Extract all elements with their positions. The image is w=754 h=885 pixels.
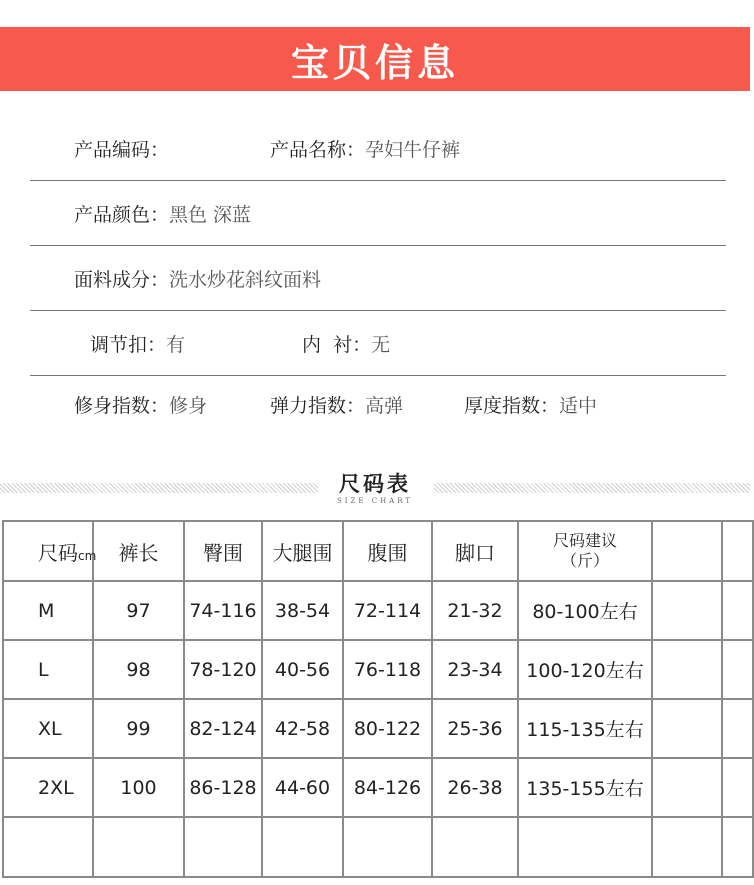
cell-size: L bbox=[3, 640, 93, 699]
cell-length: 97 bbox=[93, 581, 184, 640]
cell-recommendation: 115-135左右 bbox=[518, 699, 652, 758]
cell-waist: 80-122 bbox=[343, 699, 432, 758]
cell-empty bbox=[652, 581, 722, 640]
cell-empty bbox=[722, 699, 753, 758]
thickness-label: 厚度指数： bbox=[464, 395, 560, 417]
product-name-value: 孕妇牛仔裤 bbox=[365, 139, 461, 161]
header-thigh: 大腿围 bbox=[262, 521, 343, 581]
fit-value: 修身 bbox=[169, 395, 208, 417]
cell-length: 98 bbox=[93, 640, 184, 699]
info-item-thickness bbox=[464, 372, 597, 437]
cell-thigh: 40-56 bbox=[262, 640, 343, 699]
size-row bbox=[3, 758, 753, 817]
cell-recommendation: 135-155左右 bbox=[518, 758, 652, 817]
cell-empty bbox=[518, 817, 652, 877]
size-chart-title: 尺码表 bbox=[339, 472, 411, 496]
size-chart-subtitle: SIZE CHART bbox=[336, 497, 414, 505]
size-row bbox=[3, 640, 753, 699]
cell-empty bbox=[343, 817, 432, 877]
size-row bbox=[3, 699, 753, 758]
cell-empty bbox=[262, 817, 343, 877]
info-row-buckle-lining bbox=[30, 311, 726, 376]
cell-empty bbox=[722, 640, 753, 699]
cell-empty bbox=[652, 758, 722, 817]
cell-empty bbox=[652, 817, 722, 877]
cell-size: M bbox=[3, 581, 93, 640]
header-waist: 腹围 bbox=[343, 521, 432, 581]
header-empty bbox=[722, 521, 753, 581]
size-chart-header bbox=[0, 468, 750, 508]
thickness-value: 适中 bbox=[559, 395, 598, 417]
info-row-fabric bbox=[30, 246, 726, 311]
cell-thigh: 42-58 bbox=[262, 699, 343, 758]
cell-recommendation: 100-120左右 bbox=[518, 640, 652, 699]
info-item-color bbox=[74, 181, 251, 246]
lining-label: 内 衬： bbox=[302, 334, 372, 356]
header-length: 裤长 bbox=[93, 521, 184, 581]
info-item-code bbox=[74, 116, 169, 181]
lining-value: 无 bbox=[371, 334, 391, 356]
fit-label: 修身指数： bbox=[74, 395, 170, 417]
cell-empty bbox=[652, 699, 722, 758]
info-item-fit bbox=[74, 372, 207, 437]
cell-hip: 78-120 bbox=[184, 640, 262, 699]
cell-hem: 21-32 bbox=[432, 581, 518, 640]
header-size: 尺码cm bbox=[3, 521, 93, 581]
cell-hem: 26-38 bbox=[432, 758, 518, 817]
cell-size: XL bbox=[3, 699, 93, 758]
info-row-indices bbox=[30, 372, 726, 437]
cell-empty bbox=[432, 817, 518, 877]
cell-hip: 82-124 bbox=[184, 699, 262, 758]
cell-size: 2XL bbox=[3, 758, 93, 817]
info-item-stretch bbox=[270, 372, 403, 437]
fabric-value: 洗水炒花斜纹面料 bbox=[169, 269, 322, 291]
cell-length: 100 bbox=[93, 758, 184, 817]
cell-empty bbox=[722, 581, 753, 640]
cell-hip: 86-128 bbox=[184, 758, 262, 817]
buckle-value: 有 bbox=[166, 334, 186, 356]
banner-title: 宝贝信息 bbox=[290, 40, 459, 85]
cell-thigh: 38-54 bbox=[262, 581, 343, 640]
cell-empty bbox=[3, 817, 93, 877]
buckle-label: 调节扣： bbox=[90, 334, 167, 356]
cell-empty bbox=[722, 817, 753, 877]
size-row-empty bbox=[3, 817, 753, 877]
cell-empty bbox=[184, 817, 262, 877]
info-item-name bbox=[270, 116, 460, 181]
cell-hem: 25-36 bbox=[432, 699, 518, 758]
cell-empty bbox=[722, 758, 753, 817]
header-hip: 臀围 bbox=[184, 521, 262, 581]
info-item-lining bbox=[302, 311, 390, 376]
header-hem: 脚口 bbox=[432, 521, 518, 581]
product-color-value: 黑色 深蓝 bbox=[169, 204, 252, 226]
cell-recommendation: 80-100左右 bbox=[518, 581, 652, 640]
cell-hip: 74-116 bbox=[184, 581, 262, 640]
header-recommendation: 尺码建议 （斤） bbox=[518, 521, 652, 581]
product-name-label: 产品名称： bbox=[270, 139, 366, 161]
size-row bbox=[3, 581, 753, 640]
banner bbox=[0, 27, 750, 91]
info-item-buckle bbox=[90, 311, 185, 376]
info-item-fabric bbox=[74, 246, 321, 311]
cell-hem: 23-34 bbox=[432, 640, 518, 699]
product-code-label: 产品编码： bbox=[74, 139, 170, 161]
info-row-code-name bbox=[30, 116, 726, 181]
stretch-label: 弹力指数： bbox=[270, 395, 366, 417]
fabric-label: 面料成分： bbox=[74, 269, 170, 291]
cell-waist: 84-126 bbox=[343, 758, 432, 817]
cell-empty bbox=[652, 640, 722, 699]
cell-thigh: 44-60 bbox=[262, 758, 343, 817]
info-row-color bbox=[30, 181, 726, 246]
product-color-label: 产品颜色： bbox=[74, 204, 170, 226]
size-table bbox=[2, 520, 754, 878]
cell-empty bbox=[93, 817, 184, 877]
cell-length: 99 bbox=[93, 699, 184, 758]
stretch-value: 高弹 bbox=[365, 395, 404, 417]
cell-waist: 72-114 bbox=[343, 581, 432, 640]
header-empty bbox=[652, 521, 722, 581]
cell-waist: 76-118 bbox=[343, 640, 432, 699]
size-table-header-row bbox=[3, 521, 753, 581]
